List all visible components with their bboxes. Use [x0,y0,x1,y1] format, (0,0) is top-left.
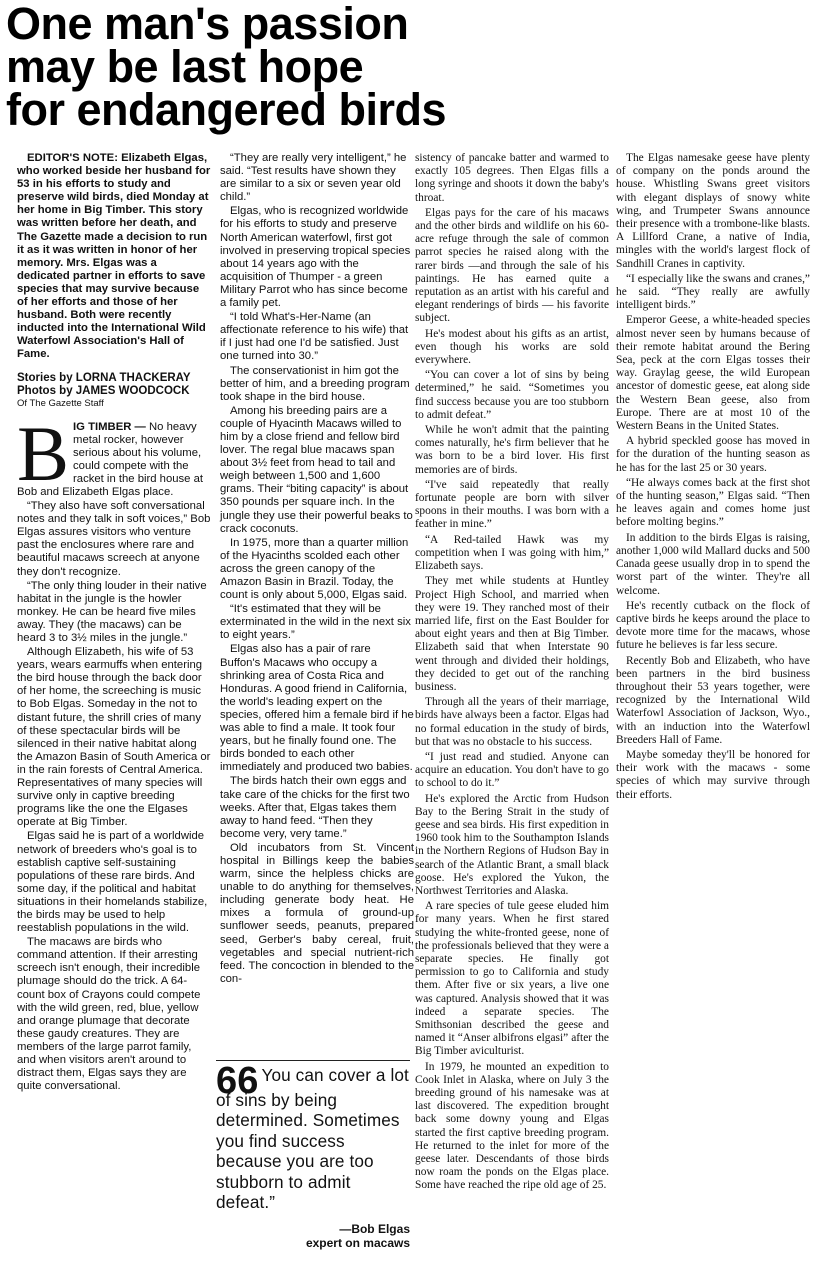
paragraph: He's recently cutback on the flock of captive birds he keeps around the place to devote more time for the macaws, whose future he believes is far less secure. [616,599,810,652]
headline-line-1: One man's passion [6,0,409,49]
article-column-3 [415,152,609,1195]
pull-quote-role: expert on macaws [305,1236,410,1251]
paragraph: In 1979, he mounted an expedition to Cook Inlet in Alaska, where on July 3 the breeding ground of his namesake was at last discovered. The expedition brought back some downy young and Elgas started the first captive breeding program. He returned to the inlet for more of the geese later. Descendants of those birds now roam the ponds on the Elgas place. Some have reached the ripe old age of 25. [415,1060,609,1192]
paragraph: “I told What's-Her-Name (an affectionate reference to his wife) that if I just had one I'd be satisfied. Just one turned into 30.” [220,311,409,363]
paragraph: Elgas, who is recognized worldwide for his efforts to study and preserve North American waterfowl, first got involved in preserving tropical species about 14 years ago with the acquisition of Thumper - a green Military Parrot who has since become a family pet. [220,205,411,310]
paragraph: Among his breeding pairs are a couple of Hyacinth Macaws willed to him by a close friend and fellow bird lover. The regal blue macaws span about 3½ feet from head to tail and weigh between 1,500 and 1,600 grams. Their “biting capacity” is about 350 pounds per square inch. In the jungle they use their powerful beaks to crack coconuts. [220,404,413,535]
paragraph: Old incubators from St. Vincent hospital in Billings keep the babies warm, since the helpless chicks are unable to do anything for themselves, including generate body heat. He mixes a formula of ground-up sunflower seeds, peanuts, prepared seed, Gerber's baby cereal, fruit, vegetables and special nutrient-rich feed. The concoction in blended to the con- [220,841,414,985]
paragraph: Elgas pays for the care of his macaws and the other birds and wildlife on his 60-acre refuge through the sale of common parrot species he raised along with the rarer birds —and through the sale of his paintings. He has earned quite a reputation as an artist with his careful and elegant renderings of birds — his favorite subject. [415,206,609,325]
paragraph: Emperor Geese, a white-headed species almost never seen by humans because of their remote habitat around the Bering Sea, peck at the corn Elgas tosses their way. Graylag geese, the wild European ancestor of domestic geese, eat along side the Western Bean geese, also from Europe. There are at most 10 of the Western Beans in the United States. [616,314,810,433]
paragraph: In addition to the birds Elgas is raising, another 1,000 wild Mallard ducks and 500 Canada geese usually drop in to spend the worst part of the winter. They're all welcome. [616,531,810,597]
paragraph: The conservationist in him got the better of him, and a breeding program took shape in the bird house. [220,364,410,403]
paragraph: Although Elizabeth, his wife of 53 years, wears earmuffs when entering the bird house through the back door of her home, the screeching is music to Bob Elgas. Someday in the not to distant future, the shrill cries of many of these spectacular birds will be silenced in their native habitat along the Amazon Basin of South America or in the rain forests of Central America. Representatives of many species will survive only in captive breeding programs like the one the Elgases operate at Big Timber. [17,646,211,829]
byline-stories: Stories by LORNA THACKERAY [17,371,191,384]
paragraph: “They also have soft conversational notes and they talk in soft voices,” Bob Elgas assures visitors who venture past the enclosures where rare and beautiful macaws screech at anyone they don't recognize. [17,500,211,578]
paragraph: While he won't admit that the painting comes naturally, he's firm believer that he was born to be a bird lover. His first memories are of birds. [415,424,609,476]
paragraph: “He always comes back at the first shot of the hunting season,” Elgas said. “Then he leaves again and comes home just before molting begins.” [616,476,810,529]
byline-photos: Photos by JAMES WOODCOCK [17,384,190,397]
article-column-2 [220,152,414,987]
paragraph: They met while students at Huntley Project High School, and married when they were 19. They ranched most of their married life, first on the East Boulder for about eight years and then at Big Timber. Elizabeth said that when Interstate 90 went through and divided their holdings, they decided to get out of the ranching business. [415,575,609,693]
paragraph: A hybrid speckled goose has moved in for the duration of the hunting season as he has for the last 25 or 30 years. [616,435,810,474]
drop-cap: B [17,409,70,497]
paragraph: “I just read and studied. Anyone can acquire an education. You don't have to go to school to do it.” [415,750,609,790]
paragraph: “A Red-tailed Hawk was my competition when I was going with him,” Elizabeth says. [415,533,609,573]
paragraph: Maybe someday they'll be honored for their work with the macaws - some species of which may survive through their efforts. [616,748,810,801]
paragraph: Elgas said he is part of a worldwide network of breeders who's goal is to establish captive self-sustaining populations of these rare birds. And some day, if the political and habitat situations in their homelands stabilize, the birds may be used to help reestablish populations in the wild. [17,830,208,935]
paragraph: The birds hatch their own eggs and take care of the chicks for the first two weeks. After that, Elgas takes them away to hand feed. “Then they become very, very tame.” [220,775,410,840]
paragraph: “The only thing louder in their native habitat in the jungle is the howler monkey. He can be heard five miles away. They (the macaws) can be heard 3 to 3½ miles in the jungle.” [17,579,207,644]
paragraph: Recently Bob and Elizabeth, who have been partners in the bird business throughout their 53 years together, were recognized by the International Wild Waterfowl Association of Jackson, Wyo., with an induction into the Waterfowl Breeders Hall of Fame. [616,654,810,746]
paragraph: Through all the years of their marriage, birds have always been a factor. Elgas had no formal education in the study of birds, but that was no obstacle to his success. [415,696,609,748]
paragraph: A rare species of tule geese eluded him for many years. When he first stared studying the white-fronted geese, none of the professionals believed that they were a separate species. He finally got permission to go to California and study them. After five or six years, a live one was captured. Analysis showed that it was indeed a separate species. The Smithsonian described the geese and named it “Anser albifrons elgasi” after the Big Timber aviculturist. [415,900,609,1058]
paragraph: In 1975, more than a quarter million of the Hyacinths scolded each other across the green canopy of the Amazon Basin in Brazil. Today, the count is only about 5,000, Elgas said. [220,536,409,602]
headline-line-3: for endangered birds [6,84,447,135]
article-column-4 [616,152,810,804]
paragraph: The macaws are birds who command attention. If their arresting screech isn't enough, their incredible plumage should do the trick. A 64-count box of Crayons could compete with the wild green, red, blue, yellow and orange plumage that decorate these gaudy creatures. They are members of the large parrot family, and when visitors aren't around to distract them, Elgas says they are quite conversational. [17,936,201,1093]
paragraph: Elgas also has a pair of rare Buffon's Macaws who occupy a shrinking area of Costa Rica and Honduras. A good friend in California, the world's leading expert on the species, offered him a female bird if he was able to find a male. It took four years, but he finally found one. The birds bonded to each other immediately and produced two babies. [220,643,414,774]
paragraph: The Elgas namesake geese have plenty of company on the ponds around the house. Whistling Swans greet visitors with elegant displays of snowy white wing, and Trumpeter Swans announce their presence with a trombone-like blasts. A Lillford Crane, a native of India, mingles with the world's largest flock of Sandhill Cranes in captivity. [616,152,810,270]
editor-note [17,152,211,362]
lead-text: No heavy metal rocker, however serious about his volume, could compete with the racket in the bird house at Bob and Elizabeth Elgas place. [17,420,204,498]
paragraph: “You can cover a lot of sins by being determined,” he said. “Sometimes you find success because you are too stubborn to admit defeat.” [415,369,609,421]
byline-staff: Of The Gazette Staff [17,397,104,409]
paragraph: “They are really very intelligent,” he said. “Test results have shown they are similar to a six or seven year old child.” [220,152,407,204]
byline-block [17,372,211,409]
paragraph: “It's estimated that they will be exterminated in the wild in the next six to eight years.” [220,603,411,642]
article-column-1 [17,152,211,1094]
paragraph: sistency of pancake batter and warmed to exactly 105 degrees. Then Elgas fills a long syringe and shoots it down the baby's throat. [415,152,609,204]
pull-quote-attribution: —Bob Elgas [339,1222,410,1237]
pull-quote-body: You can cover a lot of sins by being determined. Sometimes you find success because you are too stubborn to admit defeat.” [216,1065,409,1213]
lead-paragraph [17,409,211,500]
pull-quote [216,1060,410,1260]
dateline: IG TIMBER — [73,420,146,433]
paragraph: He's modest about his gifts as an artist, even though his works are sold everywhere. [415,327,609,367]
editor-note-text: Elizabeth Elgas, who worked beside her husband for 53 in his efforts to study and preserve wild birds, died Monday at her home in Big Timber. This story was written before her death, and The Gazette made a decision to run it as it was written in honor of her memory. Mrs. Elgas was a dedicated partner in efforts to save species that may survive because of her efforts and those of her husband. Both were recently inducted into the International Wild Waterfowl Association's Hall of Fame. [17,152,211,361]
headline-line-2: may be last hope [6,41,364,92]
pull-quote-text [216,1060,410,1213]
editor-note-label: EDITOR'S NOTE: [27,152,118,164]
paragraph: “I've said repeatedly that really fortunate people are born with silver spoons in their mouths. I was born with a feather in mine.” [415,478,609,531]
quote-mark-icon: 66 [216,1060,259,1102]
headline [6,0,806,135]
paragraph: He's explored the Arctic from Hudson Bay to the Bering Strait in the study of geese and sea birds. His first expedition in 1960 took him to the Southampton Islands in the Northern Regions of Hudson Bay in search of the Atlantic Brant, a small black goose. He's explored the Yukon, the Northwest Territories and Alaska. [415,792,609,897]
paragraph: “I especially like the swans and cranes,” he said. “They really are awfully intelligent birds.” [616,272,810,312]
